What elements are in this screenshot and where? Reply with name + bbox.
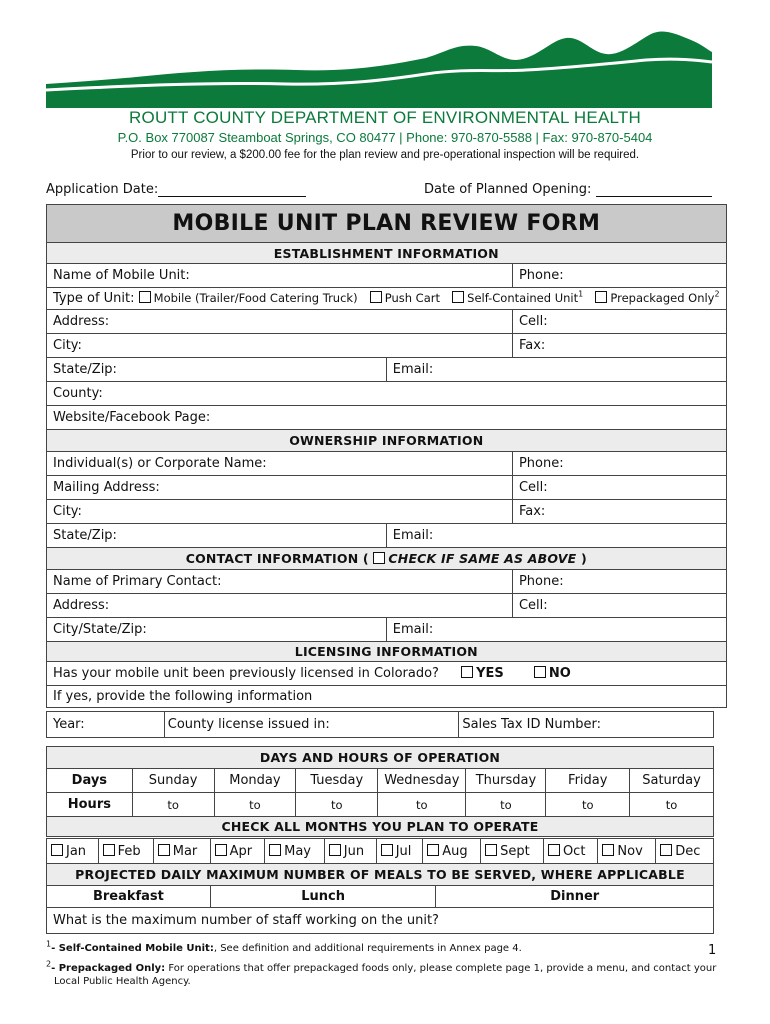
contact-address-label: Address: — [53, 598, 110, 613]
month-oct — [543, 839, 597, 864]
month-dec-checkbox[interactable] — [660, 844, 672, 856]
owner-city-label: City: — [53, 504, 82, 519]
owner-city-field[interactable] — [47, 500, 513, 524]
application-date — [46, 182, 306, 197]
pushcart-option-label: Push Cart — [384, 291, 440, 305]
month-jul — [376, 839, 423, 864]
owner-statezip-field[interactable] — [47, 524, 387, 548]
month-aug-label: Aug — [442, 843, 468, 859]
establishment-phone-field[interactable] — [512, 264, 726, 288]
contact-cell-field[interactable] — [512, 594, 726, 618]
prepackaged-option-label: Prepackaged Only — [610, 291, 715, 305]
hours-friday-field[interactable] — [546, 793, 630, 817]
establishment-statezip-field[interactable] — [47, 358, 387, 382]
day-wednesday: Wednesday — [378, 769, 466, 793]
day-tuesday: Tuesday — [296, 769, 378, 793]
hours-tuesday-field[interactable] — [296, 793, 378, 817]
website-field[interactable] — [47, 406, 727, 430]
footnote-1 — [46, 939, 522, 955]
breakfast-label: Breakfast — [92, 889, 164, 904]
contact-email-field[interactable] — [386, 618, 726, 642]
form-title: MOBILE UNIT PLAN REVIEW FORM — [47, 205, 727, 243]
mobile-checkbox[interactable] — [139, 291, 151, 303]
hours-thursday-field[interactable] — [466, 793, 546, 817]
month-nov-label: Nov — [617, 843, 643, 859]
day-thursday: Thursday — [466, 769, 546, 793]
footnote-1-text: , See definition and additional requirements in Annex page 4. — [213, 943, 522, 954]
hours-to-label: to — [167, 797, 179, 812]
day-friday: Friday — [546, 769, 630, 793]
mailing-address-label: Mailing Address: — [53, 480, 160, 495]
month-apr-label: Apr — [229, 843, 253, 859]
day-saturday: Saturday — [630, 769, 714, 793]
establishment-statezip-label: State/Zip: — [53, 362, 117, 377]
owner-email-field[interactable] — [386, 524, 726, 548]
months-heading: CHECK ALL MONTHS YOU PLAN TO OPERATE — [47, 817, 714, 837]
month-feb — [98, 839, 153, 864]
owner-fax-label: Fax: — [518, 504, 546, 519]
establishment-county-field[interactable] — [47, 382, 727, 406]
staff-question: What is the maximum number of staff working on the unit? — [53, 913, 439, 928]
yes-label: YES — [476, 666, 504, 681]
lunch-label: Lunch — [301, 889, 345, 904]
establishment-fax-field[interactable] — [512, 334, 726, 358]
month-may — [265, 839, 325, 864]
contact-email-label: Email: — [392, 622, 434, 637]
month-aug-checkbox[interactable] — [427, 844, 439, 856]
mailing-address-field[interactable] — [47, 476, 513, 500]
months-table — [46, 838, 714, 864]
footnote-1-mark: 1 — [46, 939, 52, 949]
dinner-label: Dinner — [550, 889, 600, 904]
contact-heading-prefix: CONTACT INFORMATION ( — [185, 551, 369, 566]
hours-label: Hours — [47, 793, 133, 817]
contact-citystatezip-label: City/State/Zip: — [53, 622, 147, 637]
license-details-table — [46, 711, 714, 738]
establishment-cell-label: Cell: — [518, 314, 548, 329]
hours-row — [47, 793, 714, 817]
license-county-label: County license issued in: — [167, 717, 330, 732]
unit-type-label: Type of Unit: — [53, 291, 135, 306]
establishment-address-field[interactable] — [47, 310, 513, 334]
mobile-unit-name-label: Name of Mobile Unit: — [53, 268, 190, 283]
meals-table — [46, 863, 714, 934]
establishment-city-label: City: — [53, 338, 82, 353]
hours-to-label: to — [665, 797, 678, 812]
no-checkbox[interactable] — [534, 666, 546, 678]
meals-heading: PROJECTED DAILY MAXIMUM NUMBER OF MEALS TO BE SERVED, WHERE APPLICABLE — [47, 864, 714, 886]
selfcontained-option-label: Self-Contained Unit — [467, 291, 579, 305]
footnote-2-ref: 2 — [714, 289, 720, 299]
selfcontained-checkbox[interactable] — [452, 291, 464, 303]
owner-cell-label: Cell: — [518, 480, 548, 495]
contact-heading-suffix: ) — [580, 551, 587, 566]
establishment-email-field[interactable] — [386, 358, 726, 382]
month-mar-label: Mar — [172, 843, 198, 859]
owner-statezip-label: State/Zip: — [53, 528, 117, 543]
month-oct-label: Oct — [562, 843, 586, 859]
department-name: ROUTT COUNTY DEPARTMENT OF ENVIRONMENTAL HEALTH — [129, 108, 641, 127]
application-date-field[interactable] — [158, 183, 306, 197]
establishment-phone-label: Phone: — [518, 268, 564, 283]
prepackaged-checkbox[interactable] — [595, 291, 607, 303]
license-year-label: Year: — [53, 717, 85, 732]
planned-opening-field[interactable] — [596, 183, 712, 197]
month-mar — [153, 839, 210, 864]
hours-heading: DAYS AND HOURS OF OPERATION — [47, 747, 714, 769]
breakfast-field[interactable] — [47, 886, 211, 908]
month-mar-checkbox[interactable] — [158, 844, 170, 856]
establishment-heading: ESTABLISHMENT INFORMATION — [47, 243, 727, 264]
month-dec — [656, 839, 714, 864]
fee-note: Prior to our review, a $200.00 fee for the plan review and pre-operational inspection will be required. — [130, 149, 640, 161]
planned-opening — [424, 182, 712, 197]
pushcart-checkbox[interactable] — [370, 291, 382, 303]
month-sept-checkbox[interactable] — [485, 844, 497, 856]
owner-name-label: Individual(s) or Corporate Name: — [53, 456, 267, 471]
licensed-question: Has your mobile unit been previously licensed in Colorado? — [53, 666, 439, 681]
establishment-cell-field[interactable] — [512, 310, 726, 334]
establishment-city-field[interactable] — [47, 334, 513, 358]
if-yes-label: If yes, provide the following information — [53, 689, 313, 704]
month-jun-checkbox[interactable] — [329, 844, 341, 856]
footnote-2-text-cont: Local Public Health Agency. — [54, 976, 191, 987]
same-as-above-checkbox[interactable] — [373, 552, 385, 564]
contact-address-field[interactable] — [47, 594, 513, 618]
month-aug — [423, 839, 481, 864]
month-apr — [210, 839, 265, 864]
days-label: Days — [47, 769, 133, 793]
establishment-county-label: County: — [53, 386, 103, 401]
month-feb-checkbox[interactable] — [103, 844, 115, 856]
mobile-option-label: Mobile (Trailer/Food Catering Truck) — [153, 291, 358, 305]
establishment-email-label: Email: — [392, 362, 434, 377]
footnote-1-title: - Self-Contained Mobile Unit: — [51, 943, 214, 954]
license-year-field[interactable] — [47, 712, 165, 738]
licensed-question-row — [47, 662, 727, 686]
hours-to-label: to — [581, 797, 594, 812]
dinner-field[interactable] — [436, 886, 714, 908]
month-jan-checkbox[interactable] — [51, 844, 63, 856]
same-as-above-label: CHECK IF SAME AS ABOVE — [388, 551, 577, 566]
hours-wednesday-field[interactable] — [378, 793, 466, 817]
month-dec-label: Dec — [675, 843, 701, 859]
if-yes-row — [47, 686, 727, 708]
primary-contact-field[interactable] — [47, 570, 513, 594]
owner-name-field[interactable] — [47, 452, 513, 476]
contact-cell-label: Cell: — [518, 598, 548, 613]
month-apr-checkbox[interactable] — [215, 844, 227, 856]
establishment-address-label: Address: — [53, 314, 110, 329]
owner-phone-field[interactable] — [512, 452, 726, 476]
staff-field[interactable] — [47, 908, 714, 934]
license-county-field[interactable] — [164, 712, 459, 738]
contact-heading — [47, 548, 727, 570]
month-jun — [324, 839, 376, 864]
months-row — [47, 839, 714, 864]
hours-monday-field[interactable] — [214, 793, 296, 817]
month-jan — [47, 839, 99, 864]
no-label: NO — [548, 666, 571, 681]
month-nov — [598, 839, 656, 864]
mobile-unit-name-field[interactable] — [47, 264, 513, 288]
yes-checkbox[interactable] — [461, 666, 473, 678]
ownership-heading: OWNERSHIP INFORMATION — [47, 430, 727, 452]
hours-table — [46, 746, 714, 837]
hours-sunday-field[interactable] — [132, 793, 214, 817]
month-jun-label: Jun — [343, 843, 365, 859]
hours-to-label: to — [249, 797, 261, 812]
owner-fax-field[interactable] — [512, 500, 726, 524]
mountain-logo — [46, 30, 712, 108]
month-feb-label: Feb — [117, 843, 141, 859]
website-label: Website/Facebook Page: — [53, 410, 211, 425]
hours-to-label: to — [500, 797, 512, 812]
hours-to-label: to — [330, 797, 343, 812]
main-form-table — [46, 204, 727, 708]
primary-contact-label: Name of Primary Contact: — [53, 574, 222, 589]
month-oct-checkbox[interactable] — [548, 844, 560, 856]
sales-tax-label: Sales Tax ID Number: — [462, 717, 601, 732]
licensing-heading: LICENSING INFORMATION — [47, 642, 727, 662]
owner-cell-field[interactable] — [512, 476, 726, 500]
month-nov-checkbox[interactable] — [602, 844, 614, 856]
owner-email-label: Email: — [392, 528, 434, 543]
page-number: 1 — [708, 943, 717, 958]
footnote-2 — [46, 959, 717, 988]
lunch-field[interactable] — [210, 886, 436, 908]
hours-saturday-field[interactable] — [630, 793, 714, 817]
department-address: P.O. Box 770087 Steamboat Springs, CO 80477 | Phone: 970-870-5588 | Fax: 970-870-5404 — [117, 130, 653, 145]
owner-phone-label: Phone: — [518, 456, 564, 471]
day-sunday: Sunday — [132, 769, 214, 793]
month-may-checkbox[interactable] — [269, 844, 281, 856]
footnote-2-text: For operations that offer prepackaged foods only, please complete page 1, provide a menu, and contact your — [165, 963, 717, 974]
month-may-label: May — [284, 843, 312, 859]
hours-to-label: to — [416, 797, 428, 812]
month-jul-checkbox[interactable] — [381, 844, 393, 856]
unit-type-row — [47, 288, 727, 310]
month-jul-label: Jul — [395, 843, 412, 859]
day-monday: Monday — [214, 769, 296, 793]
footnote-2-title: - Prepackaged Only: — [51, 963, 166, 974]
planned-opening-label: Date of Planned Opening: — [424, 182, 592, 197]
month-jan-label: Jan — [66, 843, 87, 859]
contact-phone-label: Phone: — [518, 574, 564, 589]
sales-tax-field[interactable] — [459, 712, 714, 738]
establishment-fax-label: Fax: — [518, 338, 546, 353]
footnote-1-ref: 1 — [578, 289, 584, 299]
contact-citystatezip-field[interactable] — [47, 618, 387, 642]
month-sept — [481, 839, 544, 864]
footnote-2-mark: 2 — [46, 959, 52, 969]
days-row — [47, 769, 714, 793]
month-sept-label: Sept — [500, 843, 530, 859]
application-date-label: Application Date: — [46, 182, 159, 197]
contact-phone-field[interactable] — [512, 570, 726, 594]
